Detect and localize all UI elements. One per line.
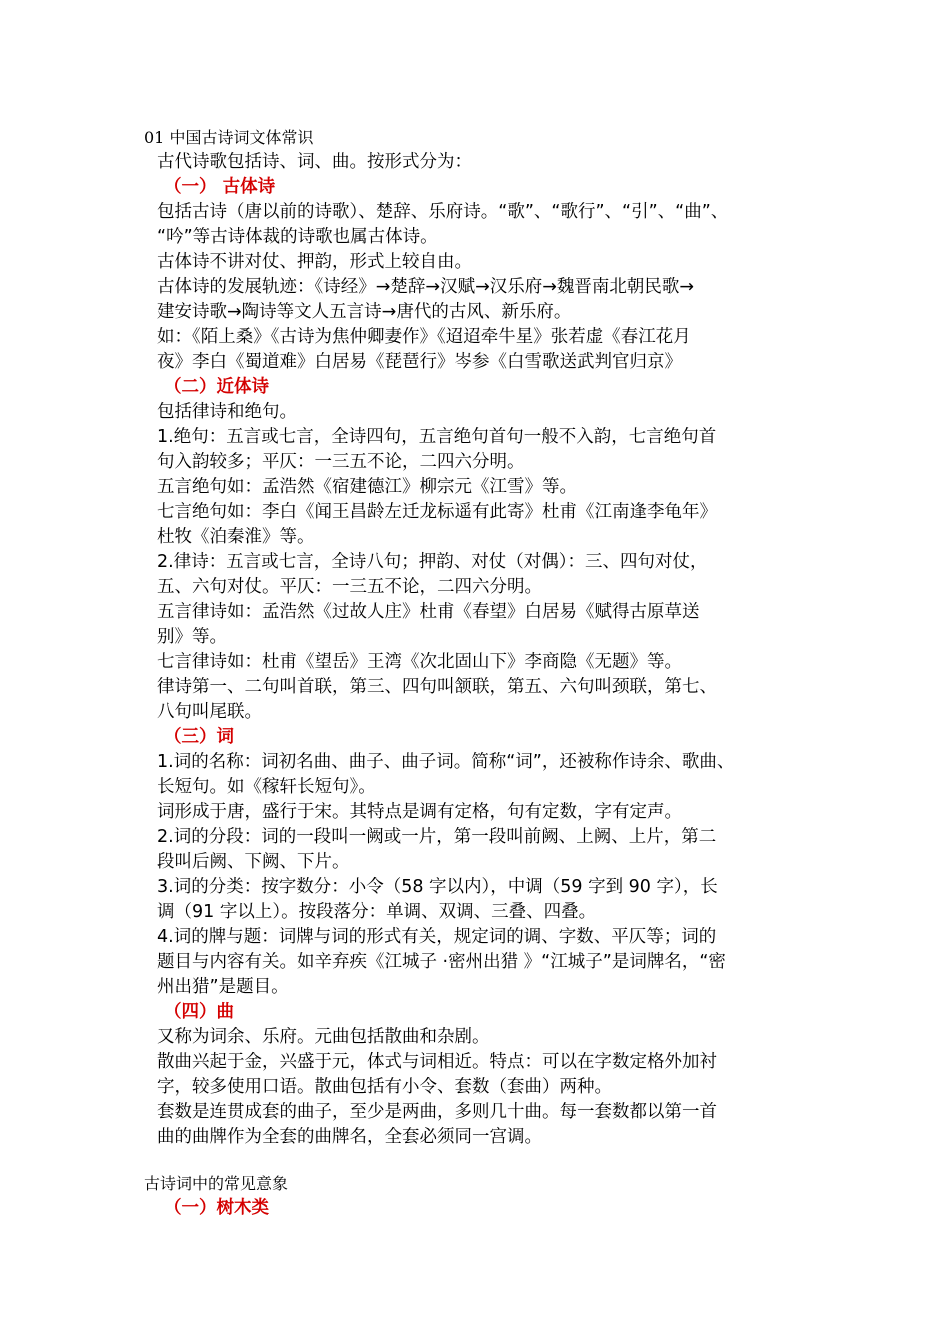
heading-ci-poetry: （三）词	[164, 727, 234, 747]
paragraph-line: 八句叫尾联。	[157, 702, 262, 722]
section-title: 古诗词中的常见意象	[144, 1174, 289, 1193]
heading-modern-style-poetry: （二）近体诗	[164, 377, 269, 397]
paragraph-line: 3.词的分类：按字数分：小令（58 字以内），中调（59 字到 90 字），长	[157, 877, 718, 897]
paragraph-line: 别》等。	[157, 627, 227, 647]
paragraph-line: 七言律诗如：杜甫《望岳》王湾《次北固山下》李商隐《无题》等。	[157, 652, 682, 672]
paragraph-line: 五言绝句如：孟浩然《宿建德江》柳宗元《江雪》等。	[157, 477, 577, 497]
paragraph-line: 建安诗歌→陶诗等文人五言诗→唐代的古风、新乐府。	[157, 302, 572, 322]
paragraph-line: 包括律诗和绝句。	[157, 402, 297, 422]
paragraph-line: 1.绝句：五言或七言，全诗四句，五言绝句首句一般不入韵，七言绝句首	[157, 427, 717, 447]
paragraph-line: 段叫后阙、下阙、下片。	[157, 852, 350, 872]
paragraph-line: 2.律诗：五言或七言，全诗八句；押韵、对仗（对偶）：三、四句对仗，	[157, 552, 708, 572]
paragraph-line: 杜牧《泊秦淮》等。	[157, 527, 315, 547]
paragraph-line: 1.词的名称：词初名曲、曲子、曲子词。简称“词”，还被称作诗余、歌曲、	[157, 752, 735, 772]
paragraph-line: “吟”等古诗体裁的诗歌也属古体诗。	[157, 227, 438, 247]
paragraph-line: 长短句。如《稼轩长短句》。	[157, 777, 376, 797]
paragraph-line: 州出猎”是题目。	[157, 977, 289, 997]
paragraph-line: 五言律诗如：孟浩然《过故人庄》杜甫《春望》白居易《赋得古原草送	[157, 602, 700, 622]
paragraph-line: 又称为词余、乐府。元曲包括散曲和杂剧。	[157, 1027, 490, 1047]
heading-qu-poetry: （四）曲	[164, 1002, 234, 1022]
paragraph-line: 散曲兴起于金，兴盛于元，体式与词相近。特点：可以在字数定格外加衬	[157, 1052, 717, 1072]
heading-trees: （一）树木类	[164, 1198, 269, 1218]
paragraph-line: 4.词的牌与题：词牌与词的形式有关，规定词的调、字数、平仄等；词的	[157, 927, 717, 947]
paragraph-line: 古体诗的发展轨迹：《诗经》→楚辞→汉赋→汉乐府→魏晋南北朝民歌→	[157, 277, 695, 297]
paragraph-line: 律诗第一、二句叫首联，第三、四句叫颔联，第五、六句叫颈联，第七、	[157, 677, 717, 697]
paragraph-line: 题目与内容有关。如辛弃疾《江城子 ·密州出猎 》“江城子”是词牌名，“密	[157, 952, 726, 972]
paragraph-line: 夜》李白《蜀道难》白居易《琵琶行》岑参《白雪歌送武判官归京》	[157, 352, 682, 372]
paragraph-line: 古体诗不讲对仗、押韵，形式上较自由。	[157, 252, 472, 272]
heading-ancient-style-poetry: （一） 古体诗	[164, 177, 276, 197]
section-title: 01 中国古诗词文体常识	[144, 128, 314, 147]
paragraph-line: 词形成于唐，盛行于宋。其特点是调有定格，句有定数，字有定声。	[157, 802, 682, 822]
paragraph-line: 套数是连贯成套的曲子，至少是两曲，多则几十曲。每一套数都以第一首	[157, 1102, 717, 1122]
paragraph-line: 曲的曲牌作为全套的曲牌名，全套必须同一宫调。	[157, 1127, 542, 1147]
paragraph-line: 调（91 字以上）。按段落分：单调、双调、三叠、四叠。	[157, 902, 597, 922]
paragraph-line: 2.词的分段：词的一段叫一阙或一片，第一段叫前阙、上阙、上片，第二	[157, 827, 717, 847]
paragraph-line: 句入韵较多；平仄：一三五不论，二四六分明。	[157, 452, 525, 472]
paragraph-line: 字，较多使用口语。散曲包括有小令、套数（套曲）两种。	[157, 1077, 612, 1097]
paragraph-line: 包括古诗（唐以前的诗歌）、楚辞、乐府诗。“歌”、“歌行”、“引”、“曲”、	[157, 202, 729, 222]
paragraph-line: 七言绝句如：李白《闻王昌龄左迁龙标遥有此寄》杜甫《江南逢李龟年》	[157, 502, 717, 522]
intro-text: 古代诗歌包括诗、词、曲。按形式分为：	[157, 152, 472, 172]
paragraph-line: 如：《陌上桑》《古诗为焦仲卿妻作》《迢迢牵牛星》张若虚《春江花月	[157, 327, 691, 347]
paragraph-line: 五、六句对仗。平仄：一三五不论，二四六分明。	[157, 577, 542, 597]
